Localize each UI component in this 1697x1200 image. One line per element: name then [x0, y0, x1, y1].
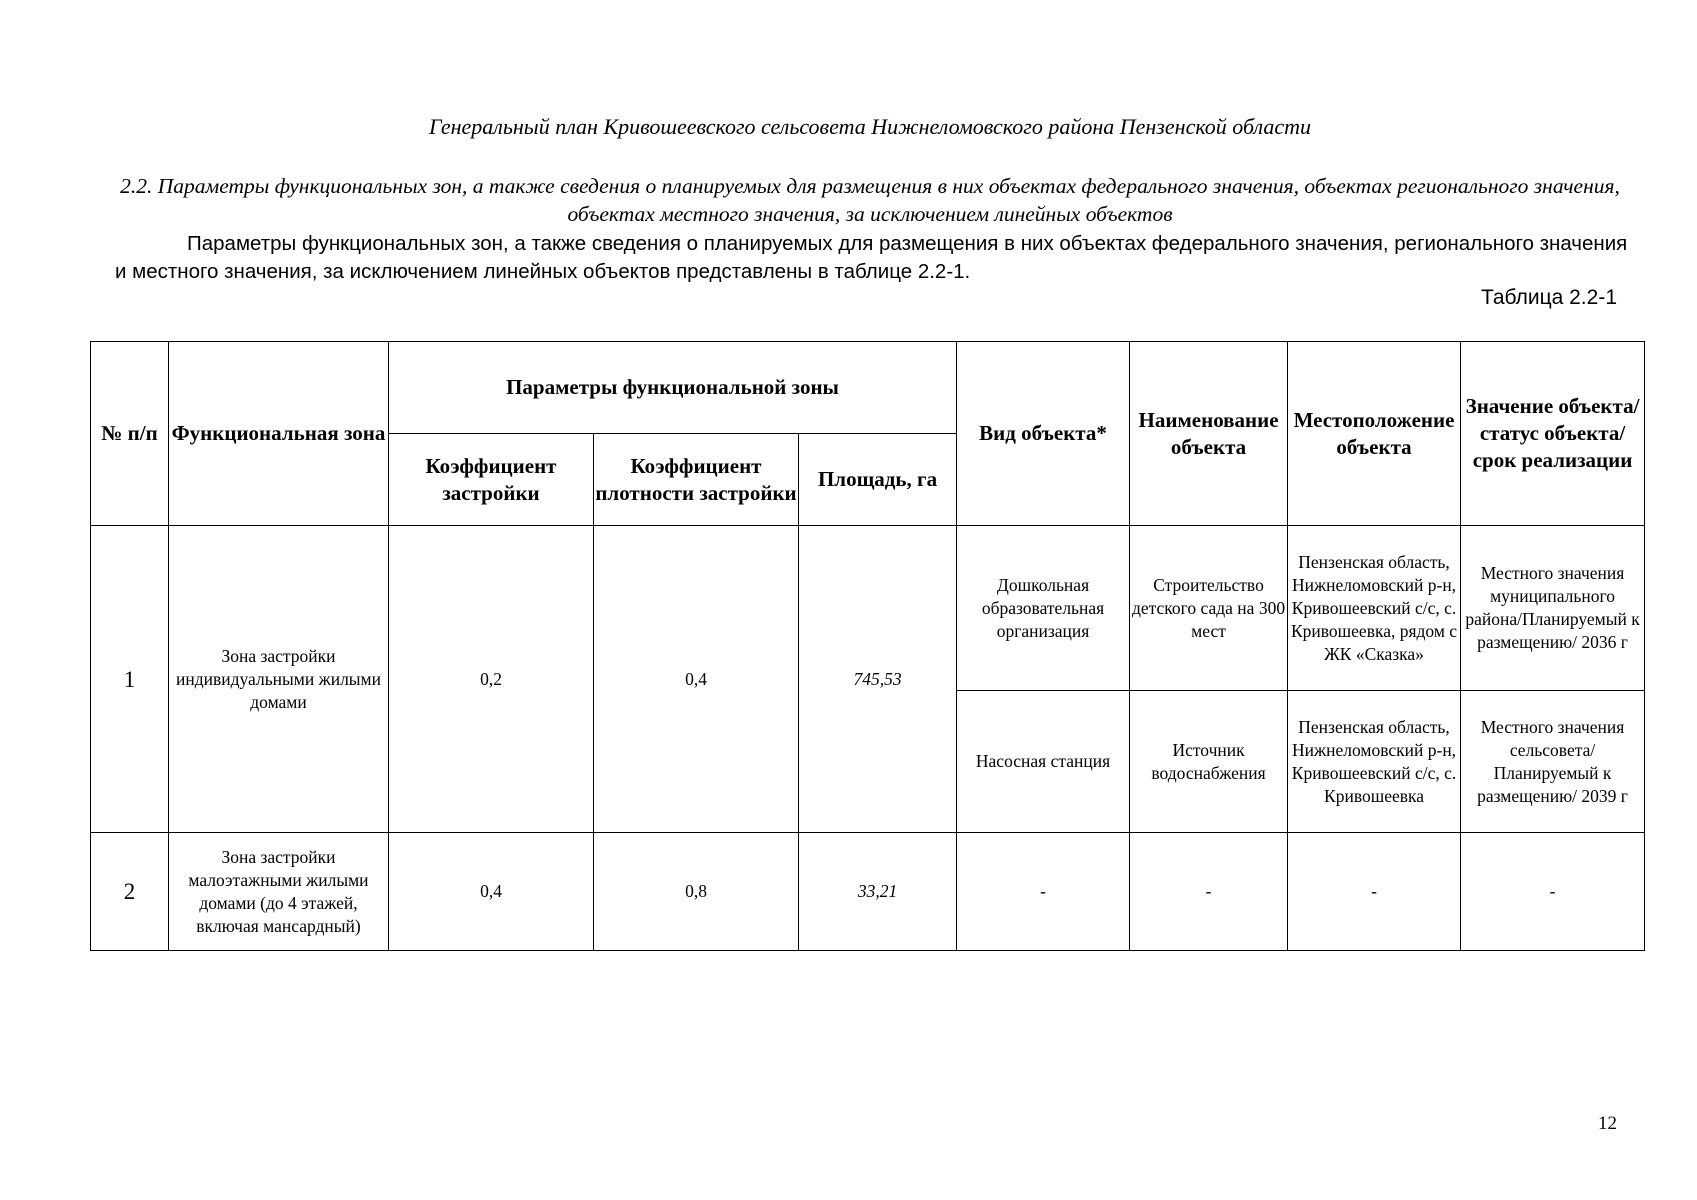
header-object-type: Вид объекта*	[957, 342, 1130, 526]
header-params: Параметры функциональной зоны	[389, 342, 957, 434]
object-location: -	[1288, 833, 1461, 951]
object-name: Строительство детского сада на 300 мест	[1130, 526, 1288, 691]
header-object-location: Местоположение объекта	[1288, 342, 1461, 526]
object-status: Местного значения сельсовета/ Планируемый к размещению/ 2039 г	[1461, 691, 1645, 833]
page-number: 12	[1598, 1113, 1617, 1134]
table-caption: Таблица 2.2-1	[1480, 286, 1617, 309]
row-coef-density: 0,4	[594, 526, 799, 833]
table-row	[91, 833, 1645, 951]
header-object-name: Наименование объекта	[1130, 342, 1288, 526]
table-row	[91, 526, 1645, 691]
object-location: Пензенская область, Нижнеломовский р-н, Кривошеевский с/с, с. Кривошеевка	[1288, 691, 1461, 833]
header-object-status: Значение объекта/ статус объекта/ срок реализации	[1461, 342, 1645, 526]
header-num: № п/п	[91, 342, 169, 526]
object-status: -	[1461, 833, 1645, 951]
object-type: Дошкольная образовательная организация	[957, 526, 1130, 691]
section-title: 2.2. Параметры функциональных зон, а также сведения о планируемых для размещения в них объектах федерального значения, объектах регионального значения, объектах местного значения, за исключением линейных объектов	[120, 174, 1620, 226]
object-status: Местного значения муниципального района/Планируемый к размещению/ 2036 г	[1461, 526, 1645, 691]
document-header: Генеральный план Кривошеевского сельсовета Нижнеломовского района Пензенской области	[428, 114, 1312, 139]
object-type: Насосная станция	[957, 691, 1130, 833]
row-zone: Зона застройки малоэтажными жилыми домами (до 4 этажей, включая мансардный)	[169, 833, 389, 951]
object-type: -	[957, 833, 1130, 951]
object-location: Пензенская область, Нижнеломовский р-н, Кривошеевский с/с, с. Кривошеевка, рядом с ЖК «Сказка»	[1288, 526, 1461, 691]
row-area: 745,53	[799, 526, 957, 833]
parameters-table	[90, 341, 1645, 951]
row-zone: Зона застройки индивидуальными жилыми домами	[169, 526, 389, 833]
header-coef-build: Коэффициент застройки	[389, 434, 594, 526]
header-coef-density: Коэффициент плотности застройки	[594, 434, 799, 526]
object-name: -	[1130, 833, 1288, 951]
row-coef-density: 0,8	[594, 833, 799, 951]
row-area: 33,21	[799, 833, 957, 951]
row-num: 1	[91, 526, 169, 833]
row-coef-build: 0,2	[389, 526, 594, 833]
intro-paragraph: Параметры функциональных зон, а также сведения о планируемых для размещения в них объектах федерального значения, регионального значения и местного значения, за исключением линейных объектов представлены в таблице 2.2-1.	[115, 232, 1628, 283]
header-zone: Функциональная зона	[169, 342, 389, 526]
header-area: Площадь, га	[799, 434, 957, 526]
row-coef-build: 0,4	[389, 833, 594, 951]
row-num: 2	[91, 833, 169, 951]
object-name: Источник водоснабжения	[1130, 691, 1288, 833]
